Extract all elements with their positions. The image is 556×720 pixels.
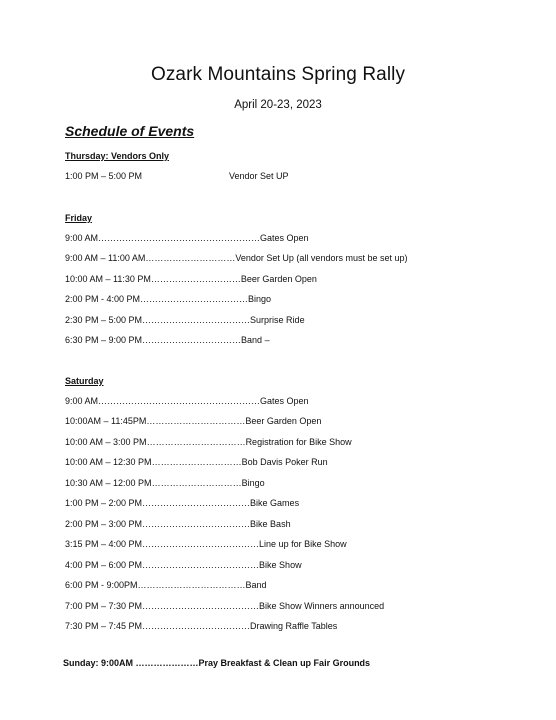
sunday-event: Pray Breakfast & Clean up Fair Grounds xyxy=(198,658,371,668)
list-item xyxy=(65,253,407,263)
item-dots: ……………………………………………… xyxy=(98,396,261,406)
list-item xyxy=(65,335,270,345)
item-time: 3:15 PM – 4:00 PM xyxy=(65,539,143,549)
sunday-line xyxy=(63,658,370,668)
item-dots: …………………………… xyxy=(146,437,246,447)
item-dots: ………………………………… xyxy=(142,560,260,570)
item-time: 10:30 AM – 12:00 PM xyxy=(65,478,152,488)
page-title: Ozark Mountains Spring Rally xyxy=(150,64,406,85)
item-event: Registration for Bike Show xyxy=(245,437,352,447)
list-item xyxy=(65,274,317,284)
item-time: 7:00 PM – 7:30 PM xyxy=(65,601,143,611)
list-item xyxy=(65,621,337,631)
item-time: 2:30 PM – 5:00 PM xyxy=(65,315,143,325)
item-event: Bike Show Winners announced xyxy=(259,601,385,611)
thursday-time: 1:00 PM – 5:00 PM xyxy=(65,171,143,181)
list-item xyxy=(65,519,291,529)
item-time: 10:00 AM – 3:00 PM xyxy=(65,437,147,447)
item-time: 6:30 PM – 9:00 PM xyxy=(65,335,143,345)
item-event: Bike Show xyxy=(259,560,302,570)
list-item xyxy=(65,315,305,325)
item-dots: ……………………………… xyxy=(142,519,251,529)
item-event: Surprise Ride xyxy=(250,315,305,325)
item-dots: ………………………… xyxy=(151,457,242,467)
item-event: Band – xyxy=(241,335,270,345)
list-item xyxy=(65,560,302,570)
item-time: 6:00 PM - 9:00PM xyxy=(65,580,138,590)
schedule-heading: Schedule of Events xyxy=(65,123,195,139)
item-event: Bingo xyxy=(248,294,272,304)
list-item xyxy=(65,294,271,304)
list-item xyxy=(65,437,352,447)
list-item xyxy=(65,233,309,243)
item-time: 10:00AM – 11:45PM xyxy=(65,416,147,426)
item-event: Beer Garden Open xyxy=(245,416,322,426)
item-dots: ………………………… xyxy=(150,274,241,284)
item-dots: …………………………… xyxy=(146,416,246,426)
item-event: Drawing Raffle Tables xyxy=(250,621,338,631)
item-event: Bob Davis Poker Run xyxy=(241,457,328,467)
list-item xyxy=(65,416,321,426)
item-dots: ……………………………………………… xyxy=(98,233,261,243)
item-dots: ……………………………… xyxy=(142,315,251,325)
item-dots: ……………………………… xyxy=(142,621,251,631)
item-event: Bike Games xyxy=(250,498,300,508)
thursday-heading: Thursday: Vendors Only xyxy=(65,151,170,161)
item-dots: ………………………………… xyxy=(142,539,260,549)
item-time: 7:30 PM – 7:45 PM xyxy=(65,621,143,631)
item-time: 9:00 AM xyxy=(65,396,99,406)
thursday-event: Vendor Set UP xyxy=(229,171,289,181)
item-event: Bike Bash xyxy=(250,519,291,529)
item-time: 10:00 AM – 11:30 PM xyxy=(65,274,151,284)
item-time: 2:00 PM - 4:00 PM xyxy=(65,294,141,304)
item-dots: ……………………………… xyxy=(137,580,246,590)
item-dots: ……………………………… xyxy=(142,498,251,508)
list-item xyxy=(65,580,267,590)
item-dots: ………………………… xyxy=(151,478,242,488)
item-event: Line up for Bike Show xyxy=(259,539,347,549)
item-event: Beer Garden Open xyxy=(240,274,317,284)
item-time: 9:00 AM – 11:00 AM xyxy=(65,253,146,263)
item-event: Vendor Set Up (all vendors must be set up) xyxy=(235,253,408,263)
list-item xyxy=(65,498,299,508)
item-dots: ……………………………… xyxy=(140,294,249,304)
event-dates: April 20-23, 2023 xyxy=(234,99,322,111)
list-item xyxy=(65,396,309,406)
item-time: 10:00 AM – 12:30 PM xyxy=(65,457,152,467)
item-time: 2:00 PM – 3:00 PM xyxy=(65,519,143,529)
list-item xyxy=(65,457,328,467)
item-event: Gates Open xyxy=(260,233,309,243)
sunday-dots: ………………… xyxy=(135,658,199,668)
item-event: Bingo xyxy=(241,478,265,488)
item-time: 1:00 PM – 2:00 PM xyxy=(65,498,143,508)
item-dots: ………………………………… xyxy=(142,601,260,611)
item-event: Gates Open xyxy=(260,396,309,406)
saturday-heading: Saturday xyxy=(65,376,104,386)
list-item xyxy=(65,601,384,611)
list-item xyxy=(65,478,265,488)
item-time: 9:00 AM xyxy=(65,233,99,243)
item-dots: …………………………… xyxy=(142,335,242,345)
item-dots: ………………………… xyxy=(145,253,236,263)
item-event: Band xyxy=(245,580,267,590)
list-item xyxy=(65,539,347,549)
sunday-label: Sunday: 9:00AM xyxy=(63,658,136,668)
item-time: 4:00 PM – 6:00 PM xyxy=(65,560,143,570)
friday-heading: Friday xyxy=(65,213,93,223)
